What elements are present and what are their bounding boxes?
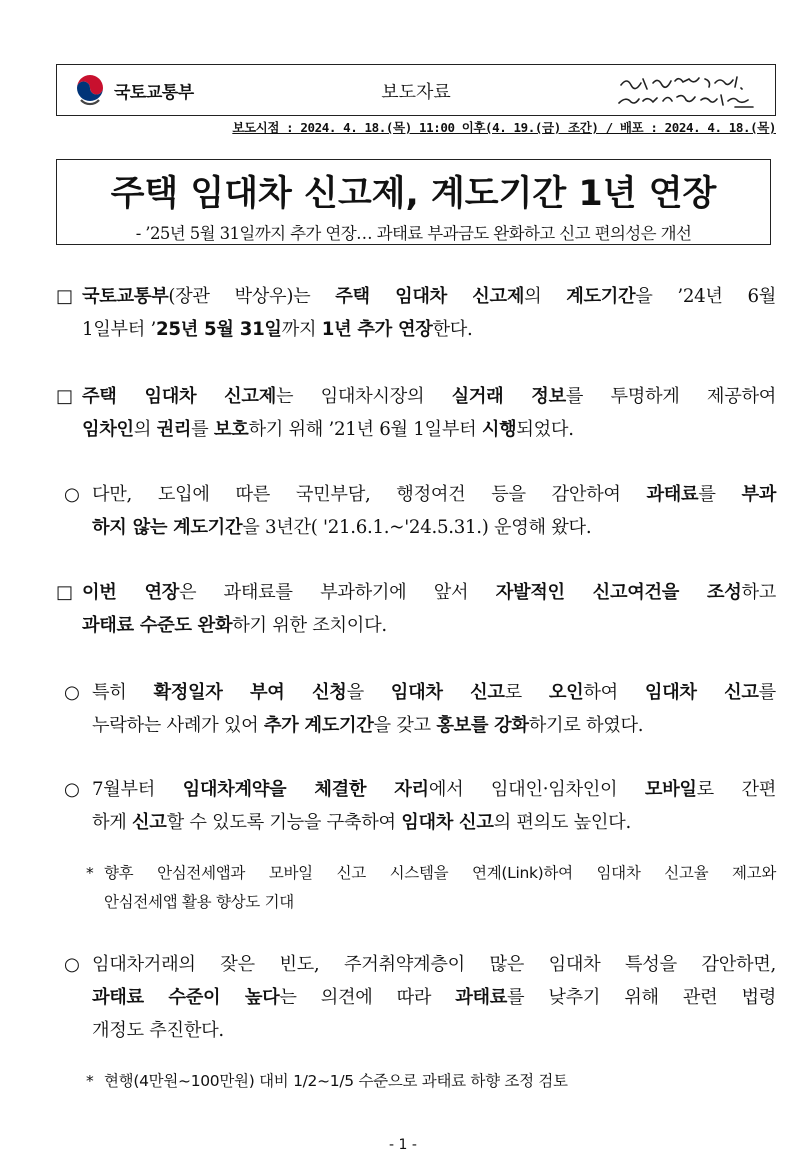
- note-2-line-1: [86, 1067, 776, 1096]
- text: 는 임대차시장의: [275, 386, 452, 407]
- text: 까지: [281, 319, 322, 340]
- text-bold: 1년 추가 연장: [321, 319, 433, 340]
- text-bold: 오인: [548, 682, 584, 703]
- paragraph-5: [64, 676, 776, 742]
- header-box: [56, 64, 776, 116]
- text-bold: 임대차계약을 체결한 자리: [182, 779, 429, 800]
- text-bold: 실거래 정보: [451, 386, 566, 407]
- paragraph-7-line-1: [64, 948, 776, 981]
- text-bold: 과태료: [455, 987, 508, 1008]
- text: 누락하는 사례가 있어: [92, 715, 264, 736]
- text: 의: [524, 286, 567, 307]
- paragraph-2-line-2: [56, 413, 776, 446]
- text: 할 수 있도록 기능을 구축하여: [166, 812, 402, 833]
- asterisk-marker: *: [86, 1072, 94, 1090]
- text: 를: [698, 484, 742, 505]
- text-bold: 자발적인 신고여건을 조성: [495, 582, 742, 603]
- paragraph-1-line-2: [56, 313, 776, 346]
- text: 임대차거래의 잦은 빈도, 주거취약계층이 많은 임대차 특성을 감안하면,: [92, 954, 776, 975]
- text: (장관 박상우)는: [168, 286, 336, 307]
- text: 하게: [92, 812, 133, 833]
- asterisk-marker: *: [86, 864, 94, 882]
- embargo-line: 보도시점 : 2024. 4. 18.(목) 11:00 이후(4. 19.(금) 조간) / 배포 : 2024. 4. 18.(목): [232, 120, 776, 135]
- note-1: [86, 859, 776, 917]
- text: 의: [133, 419, 157, 440]
- text-bold: 부과: [741, 484, 776, 505]
- text-bold: 임차인: [82, 419, 134, 440]
- paragraph-3-line-1: [64, 478, 776, 511]
- text: 7월부터: [92, 779, 183, 800]
- doc-type-label: 보도자료: [381, 82, 451, 103]
- slogan-signature: [613, 71, 763, 111]
- text: 을 갖고: [373, 715, 437, 736]
- paragraph-5-line-2: [64, 709, 776, 742]
- text: 을 ’24년 6월: [635, 286, 776, 307]
- paragraph-2-line-1: [56, 380, 776, 413]
- paragraph-1: [56, 280, 776, 346]
- note-1-line-2: 안심전세앱 활용 향상도 기대: [104, 893, 294, 911]
- text-bold: 확정일자 부여 신청: [153, 682, 347, 703]
- text: 을: [346, 682, 391, 703]
- text: 를: [758, 682, 776, 703]
- text-bold: 모바일: [644, 779, 697, 800]
- paragraph-5-line-1: [64, 676, 776, 709]
- text-bold: 보호: [213, 419, 249, 440]
- text: 를: [191, 419, 214, 440]
- text-bold: 주택 임대차 신고제: [335, 286, 525, 307]
- text-bold: 과태료: [646, 484, 699, 505]
- paragraph-7: [64, 948, 776, 1047]
- page-title: 주택 임대차 신고제, 계도기간 1년 연장: [110, 174, 717, 214]
- text-bold: 권리: [156, 419, 192, 440]
- text-bold: 국토교통부: [82, 286, 169, 307]
- page-subtitle: - ’25년 5월 31일까지 추가 연장… 과태료 부과금도 완화하고 신고 편의성은 개선: [135, 224, 692, 243]
- paragraph-2: [56, 380, 776, 446]
- text-bold: 하지 않는 계도기간: [92, 517, 243, 538]
- paragraph-6-line-1: [64, 773, 776, 806]
- text: 특히: [92, 682, 154, 703]
- text: 현행(4만원~100만원) 대비 1/2~1/5 수준으로 과태료 하향 조정 검토: [104, 1072, 568, 1090]
- paragraph-1-line-1: [56, 280, 776, 313]
- text-bold: 추가 계도기간: [263, 715, 374, 736]
- text: 하기 위해 ’21년 6월 1일부터: [248, 419, 482, 440]
- text: 를 투명하게 제공하여: [565, 386, 776, 407]
- text: 하기로 하였다.: [528, 715, 644, 736]
- text-bold: 임대차 신고: [401, 812, 494, 833]
- circle-bullet: ○: [64, 954, 80, 975]
- page-number: - 1 -: [389, 1137, 417, 1153]
- text: 을 3년간( '21.6.1.~'24.5.31.) 운영해 왔다.: [242, 517, 592, 538]
- text: 되었다.: [516, 419, 574, 440]
- text: 는 의견에 따라: [279, 987, 456, 1008]
- ministry-name: 국토교통부: [114, 82, 194, 103]
- paragraph-4-line-2: [56, 609, 776, 642]
- circle-bullet: ○: [64, 779, 80, 800]
- text-bold: 주택 임대차 신고제: [82, 386, 276, 407]
- note-1-line-1: [86, 859, 776, 888]
- text: 하기 위한 조치이다.: [232, 615, 387, 636]
- text-bold: 과태료 수준도 완화: [82, 615, 233, 636]
- title-box: [56, 159, 771, 245]
- text: 의 편의도 높인다.: [493, 812, 631, 833]
- square-bullet: □: [56, 582, 73, 603]
- text-bold: 25년 5월 31일: [156, 319, 282, 340]
- text-bold: 임대차 신고: [390, 682, 505, 703]
- text-bold: 홍보를 강화: [436, 715, 529, 736]
- paragraph-4: [56, 576, 776, 642]
- paragraph-6-line-2: [64, 806, 776, 839]
- paragraph-7-line-3: 개정도 추진한다.: [92, 1020, 224, 1041]
- text: 한다.: [432, 319, 473, 340]
- text: 은 과태료를 부과하기에 앞서: [179, 582, 496, 603]
- text-bold: 임대차 신고: [644, 682, 759, 703]
- text-bold: 계도기간: [566, 286, 636, 307]
- paragraph-4-line-1: [56, 576, 776, 609]
- circle-bullet: ○: [64, 682, 80, 703]
- text-bold: 시행: [481, 419, 517, 440]
- square-bullet: □: [56, 386, 73, 407]
- circle-bullet: ○: [64, 484, 80, 505]
- text: 하고: [741, 582, 777, 603]
- text: 하여: [583, 682, 645, 703]
- square-bullet: □: [56, 286, 73, 307]
- text: 로: [504, 682, 549, 703]
- note-2: [86, 1067, 776, 1096]
- text-bold: 이번 연장: [82, 582, 179, 603]
- paragraph-6: [64, 773, 776, 839]
- paragraph-3-line-2: [64, 511, 776, 544]
- text-bold: 신고: [132, 812, 167, 833]
- text-bold: 과태료 수준이 높다: [92, 987, 280, 1008]
- text: 에서 임대인·임차인이: [428, 779, 645, 800]
- text: 를 낮추기 위해 관련 법령: [507, 987, 777, 1008]
- text: 1일부터 ’: [82, 319, 157, 340]
- text: 로 간편: [696, 779, 776, 800]
- text: 다만, 도입에 따른 국민부담, 행정여건 등을 감안하여: [92, 484, 647, 505]
- text: 향후 안심전세앱과 모바일 신고 시스템을 연계(Link)하여 임대차 신고율 제고와: [104, 864, 776, 882]
- paragraph-3: [64, 478, 776, 544]
- paragraph-7-line-2: [64, 981, 776, 1014]
